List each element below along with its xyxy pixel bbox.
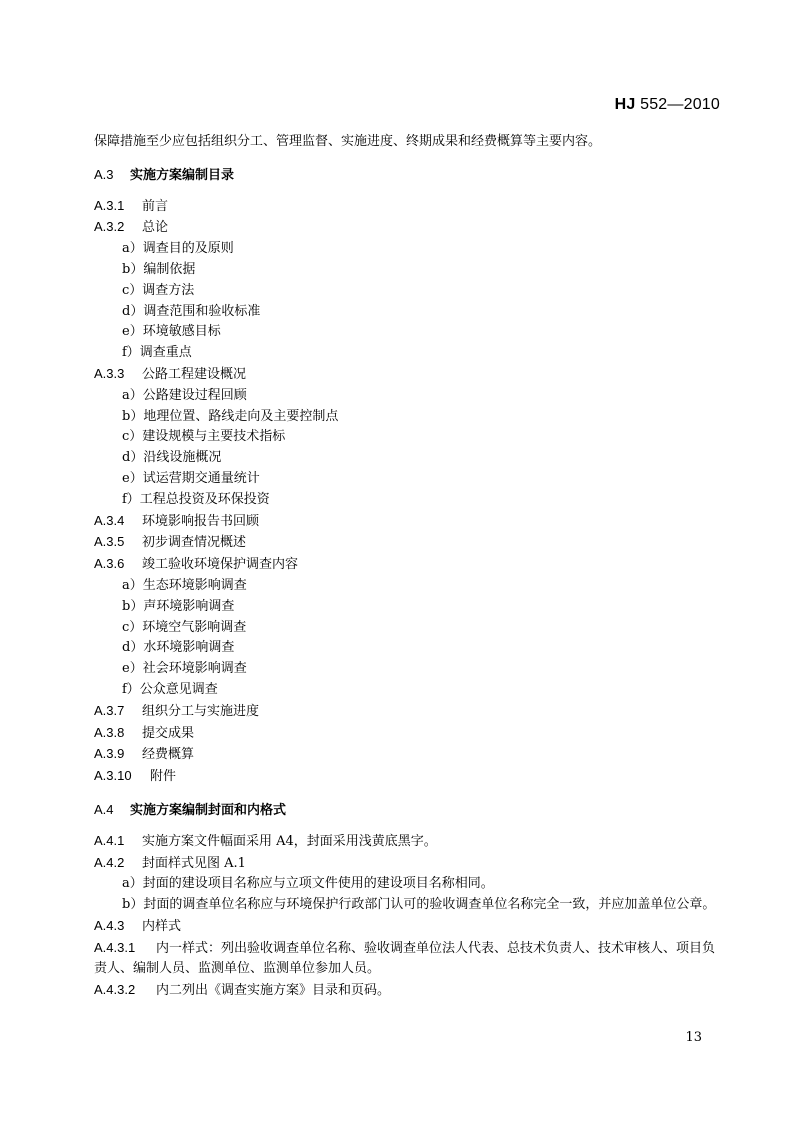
sub-item: d）沿线设施概况 [122,450,222,466]
item-text: 环境影响报告书回顾 [142,513,260,529]
item-number: A.4.3.1 [94,939,136,955]
item-text: 实施方案文件幅面采用 A4，封面采用浅黄底黑字。 [142,833,437,849]
sub-item: f）工程总投资及环保投资 [122,491,270,507]
clause-a41 [94,831,726,853]
section-heading-a4 [94,800,726,821]
sub-item: a）生态环境影响调查 [122,577,247,593]
section-title: 实施方案编制封面和内格式 [130,801,287,817]
sub-item: e）试运营期交通量统计 [122,470,260,486]
sub-item: d）调查范围和验收标准 [122,303,261,319]
sub-item: c）建设规模与主要技术指标 [122,429,286,445]
document-code-prefix: HJ [614,96,636,113]
section-number: A.3 [94,166,114,182]
item-number: A.4.3 [94,917,125,933]
toc-item [94,511,726,533]
toc-item [94,196,726,218]
item-text: 内一样式：列出验收调查单位名称、验收调查单位法人代表、总技术负责人、技术审核人、项目负责人、编制人员、监测单位、监测单位参加人员。 [94,940,716,977]
item-text: 总论 [142,220,169,236]
item-text: 竣工验收环境保护调查内容 [142,557,299,573]
item-number: A.3.2 [94,219,125,235]
sub-item: a）公路建设过程回顾 [122,387,247,403]
item-text: 提交成果 [142,725,195,741]
toc-item [94,364,726,386]
sub-item-paragraph: b）封面的调查单位名称应与环境保护行政部门认可的验收调查单位名称完全一致，并应加盖单位公章。 [122,897,716,913]
sub-item: e）环境敏感目标 [122,324,221,340]
item-text: 组织分工与实施进度 [142,703,260,719]
sub-item: f）公众意见调查 [122,681,218,697]
item-text: 附件 [150,769,177,785]
toc-item [94,766,726,788]
sub-item: d）水环境影响调查 [122,640,235,656]
item-number: A.3.9 [94,746,125,762]
sub-item: a）调查目的及原则 [122,241,234,257]
document-code-number: 552—2010 [635,96,720,113]
item-text: 初步调查情况概述 [142,535,247,551]
clause-a431 [94,938,726,981]
sub-item: b）编制依据 [122,261,196,277]
sub-item: e）社会环境影响调查 [122,661,247,677]
document-code [615,96,720,114]
intro-paragraph: 保障措施至少应包括组织分工、管理监督、实施进度、终期成果和经费概算等主要内容。 [94,134,602,149]
clause-a432 [94,980,726,1002]
item-text: 经费概算 [142,747,195,763]
item-number: A.3.4 [94,512,125,528]
section-title: 实施方案编制目录 [130,166,235,182]
item-number: A.4.3.2 [94,982,136,998]
clause-a42 [94,853,726,875]
sub-item: b）声环境影响调查 [122,598,235,614]
sub-item: b）地理位置、路线走向及主要控制点 [122,408,339,424]
item-number: A.4.1 [94,832,125,848]
section-heading-a3 [94,165,726,186]
item-number: A.4.2 [94,854,125,870]
sub-item: a）封面的建设项目名称应与立项文件使用的建设项目名称相同。 [122,876,494,892]
section-number: A.4 [94,801,114,817]
page-number: 13 [685,1030,702,1045]
toc-item [94,701,726,723]
sub-item: f）调查重点 [122,345,192,361]
sub-item: c）调查方法 [122,282,195,298]
clause-a43 [94,916,726,938]
item-text: 封面样式见图 A.1 [142,855,246,871]
item-number: A.3.10 [94,768,132,784]
toc-item [94,554,726,576]
item-text: 内样式 [142,918,182,934]
toc-item [94,217,726,239]
item-number: A.3.8 [94,724,125,740]
item-number: A.3.6 [94,556,125,572]
item-text: 前言 [142,198,169,214]
item-number: A.3.7 [94,702,125,718]
item-text: 公路工程建设概况 [142,366,247,382]
toc-item [94,532,726,554]
item-number: A.3.3 [94,365,125,381]
item-text: 内二列出《调查实施方案》目录和页码。 [156,983,391,999]
toc-item [94,723,726,745]
item-number: A.3.1 [94,197,125,213]
toc-item [94,744,726,766]
item-number: A.3.5 [94,534,125,550]
page-content [94,132,726,1002]
sub-item: c）环境空气影响调查 [122,619,247,635]
